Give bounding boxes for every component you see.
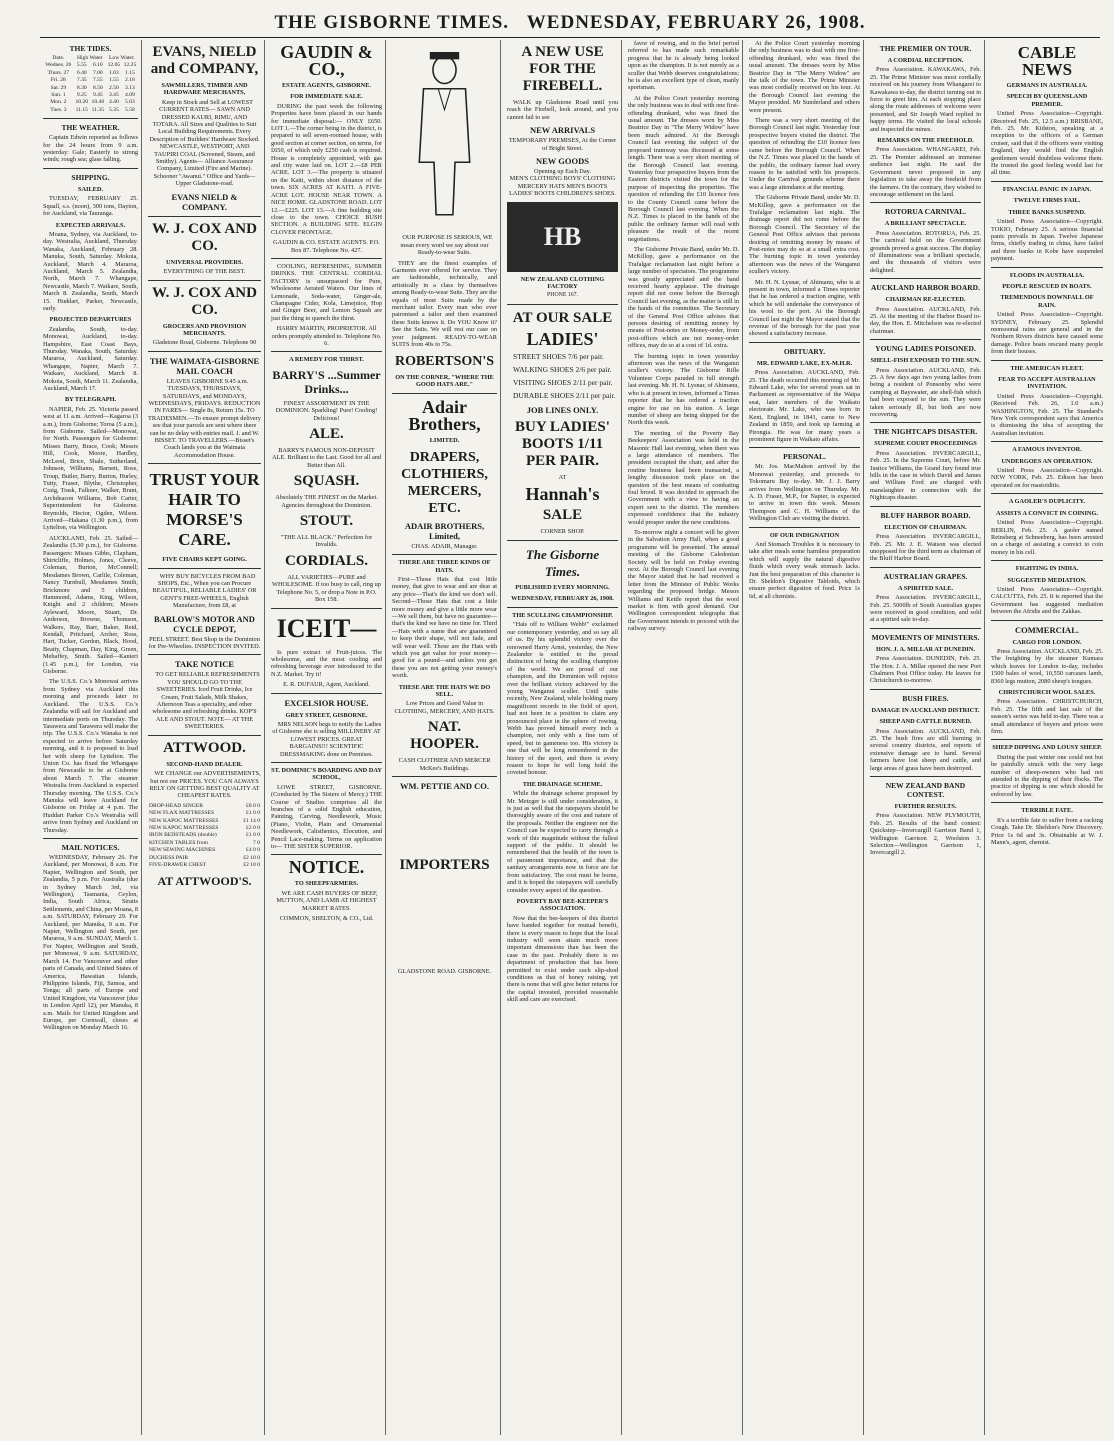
hats-head: THERE ARE THREE KINDS OF HATS.: [398, 559, 491, 574]
new-goods-sub: Opening up Each Day.: [534, 168, 591, 176]
barry-name: BARRY'S ...Summer Drinks...: [272, 367, 381, 396]
indigestion-head: OF OUR INDIGNATION: [769, 531, 840, 539]
morse-sub: FIVE CHAIRS KEPT GOING.: [162, 556, 247, 564]
adair-name-2: ADAIR BROTHERS, Limited,: [404, 520, 485, 541]
tides-cell: 10.20: [75, 99, 89, 106]
price-item: IRON BEDSTEADS (double): [149, 832, 217, 839]
floods-sub: PEOPLE RESCUED IN BOATS.: [1002, 282, 1092, 290]
firebell-text: WALK up Gladstone Road until you reach the Firebell, look around, and you cannot fail to see: [507, 99, 618, 121]
barry-stout: STOUT.: [299, 513, 354, 530]
sailed-heading: SAILED.: [77, 185, 104, 193]
hannah-sale: SALE: [542, 506, 583, 523]
column-7: [746, 40, 864, 1435]
sculling-head: THE SCULLING CHAMPIONSHIP.: [512, 611, 613, 619]
hooper-foot: CASH CLOTHIER AND MERCER McKee's Buildings.: [398, 757, 491, 772]
attwood-price-list: [148, 803, 261, 870]
hannah-foot: CORNER SHOP.: [540, 527, 585, 535]
shoes-list: [507, 352, 618, 401]
firebell-name: NEW ARRIVALS: [529, 125, 596, 136]
japan-text: United Press Association—Copyright. TOKIO, February 25. A serious financial panic prevails in Japan. Twelve Japanese firms, chiefly trading in china, have failed and three banks in Kobe have suspended payment.: [991, 218, 1103, 263]
japan-sub: TWELVE FIRMS FAIL.: [1013, 197, 1081, 205]
bicycle-text: WHY BUY BICYCLES FROM BAD SHOPS, Etc., When you can Procure BEAUTIFUL, RELIABLE LADIES' OR GENT'S FREE-WHEELS, English Manufacture, from £8, at: [152, 572, 257, 610]
price-row: [148, 803, 261, 810]
grapes-head: AUSTRALIAN GRAPES.: [883, 571, 968, 581]
tides-cell: Sat. 29: [50, 84, 67, 91]
bushfires-text: Press Association. AUCKLAND, Feb. 25. The bush fires are still burning in several country districts, and reports of extensive damage are to hand. Several farmers have lost sheep and cattle, and large areas of grass have been destroyed.: [870, 727, 981, 772]
tides-row: [43, 62, 138, 69]
bluff-sub: ELECTION OF CHAIRMAN.: [884, 523, 967, 531]
premier-sub: A CORDIAL RECEPTION.: [887, 57, 964, 64]
commercial-head: COMMERCIAL.: [1015, 624, 1079, 635]
man-in-suit-illustration: [392, 46, 497, 226]
cox-ad1-text: EVERYTHING OF THE BEST.: [163, 268, 246, 276]
freehold-head: REMARKS ON THE FREEHOLD.: [877, 137, 974, 145]
tides-col-header: Date.: [52, 55, 65, 61]
bushfires-sub: DAMAGE IN AUCKLAND DISTRICT.: [871, 706, 980, 714]
column-3: [268, 40, 386, 1435]
expected-heading: EXPECTED ARRIVALS.: [55, 221, 126, 229]
bluff-head: BLUFF HARBOR BOARD.: [880, 510, 971, 520]
commercial-text: Press Association. AUCKLAND, Feb. 25. The freighting by the steamer Kumara which leaves for London to-day, includes 1500 bales of wool, 10,550 carcases lamb, 8360 legs mutton, 2080 sheep's tongues.: [991, 647, 1103, 685]
telegraph-heading: BY TELEGRAPH.: [64, 396, 117, 404]
india-head: FIGHTING IN INDIA.: [1015, 565, 1079, 573]
rotorua-text: Press Association. ROTORUA, Feb. 25. The carnival held on the Government grounds proved a great success. The display of illuminations was a brilliant spectacle, and the thousands of visitors were delighted.: [870, 229, 981, 274]
band-text: Press Association. NEW PLYMOUTH, Feb. 25. Results of the band contest: Quickstep—Invercargill Garrison Band 1, Wellington Garrison 2, Woolston 3. Selection—Wellington Garrison 1, Invercargill 2.: [870, 812, 981, 857]
paper-sub: PUBLISHED EVERY MORNING.: [515, 584, 610, 592]
price-row: [148, 862, 261, 869]
column-4: [389, 40, 501, 1435]
tides-cell: 5.35: [108, 106, 119, 113]
beekeeper-head: POVERTY BAY BEE-KEEPER'S ASSOCIATION.: [516, 897, 609, 913]
hb-logo-sub: NEW ZEALAND CLOTHING FACTORY: [520, 275, 605, 291]
price-value: £4 0 0: [246, 847, 260, 854]
cox-ad2-sub: GROCERS AND PROVISION MERCHANTS.: [162, 322, 247, 337]
personal-head: PERSONAL.: [783, 452, 826, 462]
tides-cell: 1.55: [108, 77, 119, 84]
cordial-factory-foot: HARRY MARTIN, PROPRIETOR. All orders promptly attended to. Telephone No. 6.: [271, 325, 382, 347]
shipping-heading: SHIPPING.: [71, 172, 110, 182]
price-item: FIVE-DRAWER CHEST: [149, 861, 207, 868]
excelsior-text: MRS NELSON begs to notify the Ladies of Gisborne she is selling MILLINERY AT LOWEST PRICES. GREAT BARGAINS!!! SCIENTIFIC DRESSMAKING done on Premises.: [272, 720, 382, 758]
price-value: £1 14 0: [243, 817, 260, 824]
column-8: [867, 40, 985, 1435]
indigestion-text: And Stomach Troubles it is necessary to take after meals some harmless preparation which will supply the natural digestive fluids which every weak stomach lacks. Just the best preparation of this character is Dr. Sheldon's Digestive Tabloids, which ensure perfect digestion of food. Price 1s 6d, at all chemists.: [749, 540, 860, 600]
local-text-4: Mr. H. N. Lysnar, of Ahimanu, who is at present in town, informed a Times reporter that he has ordered a traction engine, with which he will undertake the conveyance of his wool to the port. At the Borough Council last night the Mayor stated that the revenue of the borough for the past year showed a satisfactory increase.: [749, 278, 860, 338]
local-text-3: The Gisborne Private Band, under Mr. D. McKillop, gave a performance on the Trafalgar reclamation last night. The drainage report did not come before the Borough Council. The Secretary of the General Post Office advises that persons desiring of remitting money by means of Post-notes may do so at a small extra cost. The burning topic in town yesterday afternoon was the news of the Wanganui sculler's victory.: [749, 194, 860, 276]
barry-squash-text: Absolutely THE FINEST on the Market. Agencies throughout the Dominion.: [275, 494, 378, 509]
attwood-foot: AT ATTWOOD'S.: [157, 874, 252, 889]
poisoned-text: Press Association. AUCKLAND, Feb. 25. A few days ago two young ladies from being a resident of Ponsonby who were camping at Bayswater, ate shell-fish which had been exposed to the sun. They were taken seriously ill, but both are now recovering.: [870, 366, 981, 419]
barlow-name: BARLOW'S MOTOR AND CYCLE DEPOT,: [154, 613, 255, 634]
column-5: [504, 40, 622, 1435]
floods-sub-2: TREMENDOUS DOWNFALL OF RAIN.: [1000, 294, 1094, 309]
masthead: [40, 12, 1100, 38]
commercial-sub: CARGO FOR LONDON.: [1012, 638, 1082, 646]
tides-row: [43, 99, 138, 106]
projected-text: Zealandia, South, to-day. Monowai, Auckland, to-day. Hampshire, East Coast Bays, Thursday. Wanaka, South, Saturday. Mararoa, Auckland, Saturday. Whangape, Napier, March 7. Waikare, Auckland, March 8. Mokoia, South, March 11. Zealandia, Auckland, March 17.: [43, 325, 138, 393]
auckland-text: AUCKLAND, Feb. 25. Sailed—Zealandia (5.30 p.m.), for Gisborne. Passengers: Misses Gibbs, Clapham, Shirtcliffe, Holmes, Jones, Cleeve, Coleman, Burton, McConnell; Mesdames Brown, Carlile, Coleman, Nancy Turnbull, Mesdames Smith, Brickmore and 5 children, Hammond, Adams, King, Wilson, Knight and 2 children; Messrs Ayleward, Moore, Stuart, Dr. Anderson, Browne, Thomson, Walkers, Ray, Barr, Baker, Reid, Kendall, Pritchard, Archer, Ross, Hart, Tucker, Gordon, Black, Hood, Beatty, Chapman, Day, King, Green, Mehaffey, Smith. Sailed—Kanieri (1.45 p.m.), for London, via Gisborne.: [43, 534, 138, 676]
evans-nield-foot: EVANS NIELD & COMPANY.: [171, 191, 238, 212]
hooper-name: NAT. HOOPER.: [410, 719, 479, 753]
telegraph-text: NAPIER, Feb. 25. Victoria passed west at 11 a.m. Arrived—Kagaroa (3 a.m.), from Gisborne; Toroa (5 a.m.), from Gisborne. Sailed—Monowai, for North. Passengers for Gisborne: Misses Barry, Brace, Cook; Messrs Hill, Cook, Moore, Hardley, McLeod, Brice, Shale, Sutherland, Johnson, Williams, Barnett, Rose, Troup, Butler, Barry, Burton, Hurley, Tutty, Fraser, Blythe, Christopher, Craig, Trask, Falkner, Walker, Brant, Archdeacon Williams, Bob Carter, Superintendent for Gisborne. Reynolds, Hector, Ogden, Wilson. Arrived—Hakana (1.30 p.m.), from Lyttelton, via Wellington.: [43, 405, 138, 532]
tides-row: [43, 70, 138, 77]
shoes-item: WALKING SHOES 2/6 per pair.: [513, 365, 612, 375]
inventor-head: A FAMOUS INVENTOR.: [1012, 446, 1082, 454]
price-value: £2 10 0: [243, 861, 260, 868]
mail-heading: MAIL NOTICES.: [61, 843, 120, 852]
notice-foot: COMMON, SHELTON, & CO., Ltd.: [279, 915, 374, 923]
tides-cell: 7.35: [76, 77, 87, 84]
tides-row: [43, 77, 138, 84]
tides-cell: Wednes. 26: [45, 62, 72, 69]
ladies-boots: BUY LADIES' BOOTS 1/11 PER PAIR.: [515, 419, 610, 470]
obituary-text: Press Association. AUCKLAND, Feb. 25. The death occurred this morning of Mr. Edward Lake, who for several years sat in Parliament as representative of the Waipa seat, later members of the Waikato electorate. Mr. Lake, who was born in Kent, England, in 1841, came to New Zealand in 1859, and took up farming at Pirongia. He was for many years a prominent figure in Waikato affairs.: [749, 369, 860, 443]
price-row: [148, 818, 261, 825]
iceit-text: Is pure extract of Fruit-juices. The wholesome, and the most cooling and refreshing beverage ever introduced to the N.Z. Market. Try it!: [271, 648, 382, 678]
tides-cell: 5.55: [76, 62, 87, 69]
st-dominic-text: LOWE STREET, GISBORNE. (Conducted by The Sisters of Mercy.) THE Course of Studies comprises all the branches of a solid English education, Painting, Carving, Needlework, Music (Piano, Violin, Plain and Ornamental Needlework, Calisthenics, Elocution, and Pencil Lace-making. Terms on application to— THE SISTER SUPERIOR.: [271, 783, 382, 851]
tides-cell: 5.58: [125, 106, 135, 113]
barry-head: A REMEDY FOR THIRST.: [289, 356, 364, 364]
iceit-foot: E. R. DUFAUR, Agent, Auckland.: [283, 681, 370, 689]
tides-cell: 5.03: [125, 99, 135, 106]
price-row: [148, 855, 261, 862]
gaudin-sub: ESTATE AGENTS, GISBORNE.: [281, 82, 371, 89]
price-value: 7 0: [253, 839, 260, 846]
tides-cell: 4.09: [125, 92, 135, 99]
inventor-sub: UNDERGOES AN OPERATION.: [1001, 457, 1093, 465]
tides-cell: 11.35: [91, 106, 105, 113]
gaudin-head: FOR IMMEDIATE SALE.: [290, 93, 363, 101]
price-item: DROP-HEAD SINGER: [149, 802, 203, 809]
wool-head: CHRISTCHURCH WOOL SALES.: [998, 689, 1096, 696]
attwood-text: WE CHANGE our ADVERTISEMENTS, but not our PRICES. YOU CAN ALWAYS RELY ON GETTING BEST QUALITY AT CHEAPEST RATES.: [149, 770, 261, 800]
tides-cell: 3.45: [108, 92, 119, 99]
paper-title: The Gisborne Times.: [525, 547, 600, 580]
tides-col-header: Low Water.: [109, 55, 135, 61]
newspaper-title: THE GISBORNE TIMES.: [274, 12, 510, 33]
inventor-text: United Press Association—Copyright. NEW YORK, Feb. 25. Edison has been operated on for mastoiditis.: [991, 467, 1103, 489]
germans-sub: SPEECH BY QUEENSLAND PREMIER.: [1006, 93, 1088, 108]
germans-text: United Press Association—Copyright. (Received Feb. 25, 12.5 a.m.) BRISBANE, Feb. 25. Mr. Kidston, speaking at a reception to the officers of a German cruiser, said that if the officers were visiting England, they would find the English gentlemen would doubtless welcome them. He trusted the good feeling would last for all time.: [991, 110, 1103, 177]
excelsior-sub: GREY STREET, GISBORNE.: [285, 711, 368, 719]
gaoler-text: United Press Association—Copyright. BERLIN, Feb. 25. A gaoler named Reinsberg at Schneeberg, has been arrested on a charge of assisting a convict to coin money in his cell.: [991, 519, 1103, 556]
attwood-name: ATTWOOD.: [163, 739, 246, 756]
barry-cordials-text: ALL VARIETIES—PURE and WHOLESOME. If too busy to call, ring up Telephone No. 5, or drop a Note in P.O. Box 158.: [272, 573, 381, 604]
price-value: £1 0 0: [246, 810, 260, 817]
tides-cell: 9.25: [76, 92, 87, 99]
article-text-2: At the Police Court yesterday morning the only business was to deal with one first-offending drunkard, who was fined the usual amount. The dresses worn by Miss Beatrice Day in "The Merry Widow" have been much admired. At the Borough Council last evening the subject of the proposed tramway was discussed at some length. There was a very short meeting of the Borough Council last evening. Yesterday four prospective buyers from the Eastern districts visited the town for the purpose of inspecting the properties. The question of refunding the £10 licence fees to the County Council came before the Borough Council last evening. When the N.Z. Times is placed in the hands of the public the ordinary farmer will read with pleasure the result of the recent negotiations.: [628, 94, 739, 243]
iceit-name: ICEIT—: [276, 613, 377, 643]
grapes-text: Press Association. INVERCARGILL, Feb. 25. 5000lb of South Australian grapes were received in good condition, and sold at a spirited sale to-day.: [870, 594, 981, 624]
paper-date: WEDNESDAY, FEBRUARY 26, 1908.: [511, 595, 614, 603]
mail-text: WEDNESDAY, February 26. For Auckland, per Monowai, 8 a.m. For Napier, Wellington and South, per Zealandia, 5 p.m. For Australia (due in Sydney March 3rd, via Wellington), Tasmania, Ceylon, India, South Africa, Straits Settlements, and China, per Moana, 8 a.m. SATURDAY, February 29. For Auckland, per Manuka, 9 a.m. For Napier, Wellington and South, per Mararoa, 9 a.m. SUNDAY, March 1. For Napier, Wellington and South, per Monowai, 9 a.m. SATURDAY, March 14. For Vancouver and other parts of Canada, and United States of America, Hawaiian Islands, Philippine Islands, Fiji, Samoa, and Tonga; all parts of Europe and United Kingdom, via Vancouver (due in London April 12), per Manuka, 8 a.m. Mails for United Kingdom and Europe, per Cornwall, closes at Wellington on Monday March 16.: [43, 854, 138, 1032]
column-9: [988, 40, 1106, 1435]
morse-ad: TRUST YOUR HAIR TO MORSE'S CARE.: [149, 470, 260, 550]
tides-cell: 3.13: [125, 84, 135, 91]
hats-sub: Low Prices and Good Value in CLOTHING, MERCERY, AND HATS.: [394, 700, 495, 715]
price-item: NEW SEWING MACHINES: [149, 847, 216, 854]
ladies-head: LADIES': [526, 329, 599, 350]
ministers-text: Press Association. DUNEDIN, Feb. 25. The Hon. J. A. Millar opened the new Port Chalmers Post Office today. He leaves for Christchurch to-morrow.: [870, 655, 981, 685]
price-item: NEW FLAX MATTRESSES: [149, 810, 215, 817]
freehold-text: Press Association. WHANGAREI, Feb. 25. The Premier addressed an immense audience last night. He said the Government never proposed in any legislation to take away the freehold from the farmers. On the contrary, they wished to encourage settlement on the land.: [870, 146, 981, 198]
tides-row: [43, 85, 138, 92]
shoes-item: DURABLE SHOES 2/11 per pair.: [513, 391, 616, 401]
fate-head: TERRIBLE FATE.: [1021, 807, 1073, 815]
article-text-3: The Gisborne Private Band, under Mr. D. McKillop, gave a performance on the Trafalgar reclamation last night before a large number of spectators. The programme was greatly appreciated and the band received hearty applause. The drainage report did not come before the Borough Council last evening, as the matter is still in the hands of the committee. The Secretary of the General Post Office advises that persons desiring of remitting money by means of Post-notes or Money-order, from post-offices which are not money-order offices, may do so at a cost of 1d. extra.: [628, 245, 739, 350]
floods-text: United Press Association—Copyright. SYDNEY, February 25. Splendid monsoonal rains are general and in the Northern Rivers districts have caused some damage. Police boats rescued many people from their houses.: [991, 311, 1103, 356]
robertson-body: THEY are the finest examples of Garments ever offered for service. They are fashionable, technically, and artistically in a class by themselves among Ready-to-wear Suits. They are the equals of most Suits made by the merchant tailor. Every man who ever patronised a tailor and then examined these Suits knows it. Do YOU Know it? See the Suits. We will rest our case on your judgment. READY-TO-WEAR SUITS from 40s to 75s.: [392, 259, 497, 349]
robertson-name: ROBERTSON'S: [394, 353, 495, 369]
gaoler-head: A GAOLER'S DUPLICITY.: [1008, 498, 1086, 506]
tides-cell: 1.15: [125, 69, 135, 76]
job-lines: JOB LINES ONLY.: [526, 405, 599, 416]
tides-cell: 9.45: [92, 92, 103, 99]
tides-cell: 6.40: [76, 69, 87, 76]
tides-col-header: High Water: [76, 55, 103, 61]
hats-big: THESE ARE THE HATS WE DO SELL.: [398, 683, 491, 699]
bushfires-head: BUSH FIRES.: [902, 693, 949, 703]
barry-stout-text: "THE ALL BLACK." Perfection for Invalids.: [280, 534, 373, 549]
price-row: [148, 832, 261, 839]
weather-heading: THE WEATHER.: [61, 123, 120, 133]
harbor-head: AUCKLAND HARBOR BOARD.: [871, 283, 980, 293]
premier-head: THE PREMIER ON TOUR.: [879, 44, 972, 53]
price-value: £2 0 0: [246, 824, 260, 831]
harbor-sub: CHAIRMAN RE-ELECTED.: [885, 296, 966, 304]
floods-head: FLOODS IN AUSTRALIA.: [1009, 271, 1085, 279]
rotorua-head: ROTORUA CARNIVAL.: [885, 207, 966, 217]
local-text-1: At the Police Court yesterday morning the only business was to deal with one first-offending drunkard, who was fined the usual amount. The dresses worn by Miss Beatrice Day in "The Merry Widow" are the talk of the town. The Prime Minister was most cordially received on his tour. At the Borough Council last evening the Mayor presided. Mr Sunderland and others were present.: [749, 40, 860, 114]
column-1: [40, 40, 142, 1435]
obituary-sub: MR. EDWARD LAKE, EX-M.H.R.: [756, 359, 853, 367]
beekeeper-text: Now that the bee-keepers of this district have banded together for mutual benefit, there is every reason to hope that the local industry will soon attain much more important dimensions than has been the case in the past. Probably there is no department of production that has been permitted to exist under such slip-shod conditions as that of honey raising, yet there is none that will give better returns for the capital invested, provided reasonable skill and care are exercised.: [507, 914, 618, 1004]
tides-cell: Sun. 1: [51, 92, 66, 99]
tides-cell: Fri. 28: [50, 77, 66, 84]
importers-text: IMPORTERS: [399, 857, 490, 874]
evans-nield-sub: SAWMILLERS, TIMBER AND HARDWARE MERCHANTS,: [161, 82, 248, 97]
local-text-2: There was a very short meeting of the Borough Council last night. Yesterday four prospective buyers visited the district. The question of refunding the £10 licence fees came before the Borough Council. When the N.Z. Times was placed in the hands of the public, the ordinary farmer had every reason to be satisfied with his prospects. Under the Carnival grounds scheme there was a large attendance at the meeting.: [749, 117, 860, 191]
phone-number: PHONE 167.: [547, 292, 578, 299]
new-goods-head: NEW GOODS: [536, 156, 589, 167]
gaudin-text: DURING the past week the following Properties have been placed in our hands for immediate disposal:— ONLY £650. LOT 1.—The corner being in the district, is prepared to sell seven-roomed house, with good section at corner section, on terms, for £650, of which only £250 cash is required. House is completely appointed, with gas and city water laid on. LOT 2.—£8 PER ACRE. LOT 3.—The property is situated on the Kaiti, within short distance of the town. SIX ACRES AT KAITI. A FIVE-ACRE LOT. HOUSE NEAR TOWN. A NICE HOME. GLADSTONE ROAD. LOT 12.—£225. LOT 13.—A fine building site close to the town. CHOICE BUSH SECTION. A BUILDING SITE. ELGIN CLOVER FRONTAGE.: [271, 102, 382, 236]
hannah-name: Hannah's: [525, 483, 600, 504]
tides-cell: 10.40: [91, 99, 105, 106]
projected-heading: PROJECTED DEPARTURES: [49, 316, 132, 324]
adair-sub: LIMITED.: [429, 437, 460, 445]
coach-name: THE WAIMATA-GISBORNE MAIL COACH: [149, 355, 260, 376]
tides-cell: 7.00: [92, 69, 103, 76]
tides-cell: 2.50: [108, 84, 119, 91]
tides-heading: THE TIDES.: [69, 44, 112, 53]
nightcaps-sub: SUPREME COURT PROCEEDINGS: [874, 440, 977, 448]
take-notice-text: TO GET RELIABLE REFRESHMENTS YOU SHOULD GO TO THE SWEETERIES. Iced Fruit Drinks, Ice Cream, Fruit Salads, Milk Shakes, Afternoon Teas a speciality, and other wholesome and refreshing drinks. KOP'S ALE AND STOUT. NOTE— AT THE SWEETERIES.: [152, 671, 260, 731]
article-text-5: The meeting of the Poverty Bay Beekeepers' Association was held in the Masonic Hall last evening, when there was a large attendance of members. The president occupied the chair, and after the routine business had been transacted, a lengthy discussion took place on the question of the best means of combating foul brood. It was decided to approach the Government with a view to having an expert sent to the district. The members expressed confidence that the industry would prosper under the new conditions.: [628, 429, 739, 526]
sheep-text: During the past winter one could not but be painfully struck with the very large number of sheep-owners who had not attended to the dipping of their flocks. The practice of dipping is one which should be enforced by law.: [991, 753, 1103, 798]
cable-news-head: CABLE NEWS: [1017, 43, 1077, 79]
ministers-sub: HON. J. A. MILLAR AT DUNEDIN.: [876, 645, 975, 653]
shoes-item: STREET SHOES 7/6 per pair.: [513, 352, 604, 362]
tides-cell: 4.40: [108, 99, 119, 106]
hb-logo: HB: [507, 202, 618, 272]
fleet-sub: FEAR TO ACCEPT AUSTRALIAN INVITATION.: [998, 376, 1096, 391]
tides-cell: 8.50: [92, 84, 103, 91]
harbor-text: Press Association. AUCKLAND, Feb. 25. At the meeting of the Harbor Board to-day, the Hon. E. Mitchelson was re-elected chairman.: [870, 305, 981, 335]
cox-ad1-name: W. J. COX AND CO.: [152, 220, 257, 254]
article-text-4: The burning topic in town yesterday afternoon was the news of the Wanganui sculler's victory. The Gisborne Rifle Volunteer Corps paraded in full strength last evening. Mr. H. N. Lysnar, of Ahimanu, who is at present in town, informed a Times reporter that he has ordered a traction engine for use on his station. A large number of sheep are being shipped for the North this week.: [628, 352, 739, 427]
price-item: NEW KAPOC MATTRESSES: [149, 817, 219, 824]
cordial-factory-text: COOLING, REFRESHING, SUMMER DRINKS. THE CENTRAL CORDIAL FACTORY is unsurpassed for Pure, Wholesome Aerated Waters. Our lines of Lemonade, Soda-water, Ginger-ale, Champagne Cider, Kola, Limejuice, Hop and Ginger Beer, and Lemon Squash are just the thing to quench the thirst.: [271, 262, 382, 322]
adair-name: Adair Brothers,: [408, 397, 481, 435]
tides-row: [43, 92, 138, 99]
tides-cell: 8.30: [76, 84, 87, 91]
fleet-text: United Press Association—Copyright. (Received Feb. 26, 1.0 a.m.) WASHINGTON, Feb. 25. The Standard's New York correspondent says that America is dismissing the idea of accepting the Australian invitation.: [991, 392, 1103, 437]
robertson-intro: OUR PURPOSE IS SERIOUS, WE mean every word we say about our Ready-to-wear Suits.: [400, 234, 493, 257]
wool-text: Press Association. CHRISTCHURCH, Feb. 25. The fifth and last sale of the season's series was held to-day. There was a small attendance of buyers and prices were firm.: [991, 698, 1103, 736]
hats-text: First—Those Hats that cost little money, that give to wear and are dear at any price—That's the kind we don't sell. Second—Those Hats that cost a little more money and give a little more wear—We sell them, but have no guarantee—that's the kind we have no time for. Third—Hats with a name that are guaranteed to keep their shape, will not fade, and will wear well. Those are the Hats with which you get value for your money—good for a pound—and unless you get these you are not getting your money's worth.: [392, 575, 497, 680]
drainage-text: While the drainage scheme proposed by Mr. Metzger is still under consideration, it is just as well that the ratepayers should be thoroughly aware of the cost and nature of the proposals. Neither the engineer nor the Council can be expected to carry through a work of this magnitude without the fullest support of the public. It should be remembered that the health of the town is of paramount importance, and that the sanitary arrangements now in force are far from satisfactory. The cost must be borne, and it is hoped the ratepayers will carefully consider every aspect of the question.: [507, 790, 618, 894]
price-value: £8 0 0: [246, 802, 260, 809]
barry-text: FINEST ASSORTMENT IN THE DOMINION. Sparkling! Pure! Cooling! Delicious!: [275, 399, 378, 422]
tides-cell: 11.15: [75, 106, 88, 113]
tides-cell: 1.03: [108, 69, 119, 76]
price-row: [148, 840, 261, 847]
firebell-sub: TEMPORARY PREMISES, At the Corner of Bright Street.: [508, 137, 617, 152]
tides-table: [43, 55, 138, 114]
sheep-head: SHEEP DIPPING AND LOUSY SHEEP.: [992, 744, 1102, 752]
hannah-at: AT: [558, 474, 567, 482]
tides-cell: 6.10: [92, 62, 103, 69]
gaudin-name: GAUDIN & CO.,: [280, 42, 373, 79]
poisoned-sub: SHELL-FISH EXPOSED TO THE SUN.: [870, 357, 981, 365]
barlow-foot: PEEL STREET. Best Shop in the Dominion for Pre-Wheelies. INSPECTION INVITED.: [148, 635, 261, 651]
weather-report: Captain Edwin reported as follows for the 24 hours from 9 a.m. yesterday: Gale; Easterly to strong winds; rough sea; glass falling.: [43, 134, 138, 164]
sale-head: AT OUR SALE: [512, 310, 613, 327]
shoes-item: VISITING SHOES 2/11 per pair.: [513, 378, 613, 388]
india-sub: SUGGESTED MEDIATION.: [1007, 576, 1087, 584]
barry-ale-text: BARRY'S FAMOUS NON-DEPOSIT ALE. Brilliant to the Last. Good for all and Better than All.: [271, 447, 382, 469]
fleet-head: THE AMERICAN FLEET.: [1010, 364, 1084, 372]
japan-head: FINANCIAL PANIC IN JAPAN.: [1002, 185, 1092, 193]
price-item: NEW KAPOC MATTRESSES: [149, 824, 219, 831]
tides-cell: Mon. 2: [50, 99, 67, 106]
gaoler-sub: ASSISTS A CONVICT IN COINING.: [996, 509, 1098, 517]
adair-foot: CHAS. ADAIR, Manager.: [411, 542, 478, 550]
price-row: [148, 847, 261, 854]
tides-cell: Tues. 3: [50, 106, 67, 113]
issue-date: WEDNESDAY, FEBRUARY 26, 1908.: [526, 12, 866, 33]
drainage-head: THE DRAINAGE SCHEME.: [522, 780, 603, 788]
band-head: NEW ZEALAND BAND CONTEST.: [885, 781, 966, 800]
sculling-text: "Hats off to William Webb!" exclaimed our contemporary yesterday, and so say all of us. By his splendid victory over the renowned Harry Arnst, yesterday, the New Zealander is entitled to the proud distinction of being the sculling champion of the world. We are proud of our champion, and the Dominion will rejoice over the brilliant victory achieved by the young Wanganui sculler. Until quite recently, New Zealand, while holding many magnificent records in the field of sport, had not been in a position to claim any pronounced place in the sphere of rowing. Webb has proved himself every inch a champion, not only with a fine turn of speed, but in gameness too. His victory is one that will be long remembered in the history of the sport, and there is every reason to hope he will long hold the coveted honour.: [507, 621, 618, 777]
excelsior-name: EXCELSIOR HOUSE.: [284, 697, 369, 708]
bluff-text: Press Association. INVERCARGILL, Feb. 25. Mr. J. E. Watson was elected unopposed for the third term as chairman of the Bluff Harbor Board.: [870, 533, 981, 563]
grapes-sub: A SPIRITED SALE.: [897, 584, 954, 592]
premier-text: Press Association. KAWAKAWA, Feb. 25. The Prime Minister was most cordially received on his journey from Whangarei to Kawakawa to-day, the district turning out in force to greet him. At each stopping place along the route addresses of welcome were presented, and Sir Joseph Ward replied in happy terms. He visited the local schools and inspected the mines.: [870, 66, 981, 133]
rotorua-sub: A BRILLIANT SPECTACLE.: [884, 220, 967, 228]
notice-sub: TO SHEEPFARMERS.: [294, 880, 359, 888]
cox-ad1-sub: UNIVERSAL PROVIDERS.: [166, 258, 243, 266]
price-row: [148, 810, 261, 817]
barry-squash: SQUASH.: [293, 473, 360, 490]
column-2: [145, 40, 265, 1435]
fate-text: It's a terrible fate to suffer from a racking Cough. Take Dr. Sheldon's New Discovery. Price 1s 6d and 3s. Obtainable at W. J. Mann's, agent, chemist.: [991, 816, 1103, 846]
tides-cell: 7.55: [92, 77, 103, 84]
tides-cell: Thurs. 27: [47, 69, 70, 76]
tides-row: [43, 107, 138, 114]
robertson-sub: ON THE CORNER, "WHERE THE GOOD HATS ARE.": [395, 373, 494, 388]
new-goods-list: MEN'S CLOTHING BOYS' CLOTHING MERCERY HATS MEN'S BOOTS LADIES' BOOTS CHILDREN'S SHOES.: [509, 175, 616, 198]
cox-ad2-text: Gladstone Road, Gisborne. Telephone 90: [152, 339, 257, 347]
pettie-name: WM. PETTIE AND CO.: [399, 781, 490, 792]
notice-name: NOTICE.: [288, 857, 365, 878]
evans-nield-text: Keep in Stock and Sell at LOWEST CURRENT RATES— SAWN AND DRESSED KAURI, RIMU, AND TOTARA. All Sizes and Qualities to Suit Local Building Requirements. Every Description of Builders' Hardware Stocked. NEWCASTLE, WESTPORT, AND TAUPIRI COAL (Screened, Steam, and Smithy). Agents— Alliance Assurance Company, Limited (Fire and Marine). Schooner "Awanui." Office and Yards— Upper Gladstone-road.: [149, 98, 260, 188]
barry-cordials: CORDIALS.: [285, 552, 368, 569]
tides-cell: 2.18: [125, 77, 135, 84]
price-value: £2 10 0: [243, 854, 260, 861]
price-item: KITCHEN TABLES from: [149, 839, 208, 846]
obituary-head: OBITUARY.: [783, 346, 826, 356]
personal-text: Mr. Jos. MacMahon arrived by the Monowai yesterday, and proceeds to Tokomaru Bay to-day. Mr. J. J. Barry arrives from Wellington on Thursday. Mr. A. D. Fraser, M.P., for Napier, is expected to arrive in town this week. Messrs Thompson and C. H. Williams of the Wellington Club are visiting the district.: [749, 463, 860, 523]
gaudin-foot: GAUDIN & CO. ESTATE AGENTS. P.O. Box 87. Telephone No. 427.: [273, 239, 380, 254]
price-item: DUCHESS PAIR: [149, 854, 189, 861]
article-text-1: favor of rowing, and in the brief period referred to has made such remarkable progress that he is already being looked upon as the champion. It is not merely as a sculler that Webb deserves congratulations; he is also an excellent type of clean, manly sportsman.: [628, 40, 739, 92]
cox-ad2-name: W. J. COX AND CO.: [152, 284, 257, 318]
nightcaps-text: Press Association. INVERCARGILL, Feb. 25. In the Supreme Court, before Mr. Justice Williams, the Grand Jury found true bills in the case in which David and James and William Ford are charged with manslaughter in connection with the Nightcaps disaster.: [870, 449, 981, 502]
tides-cell: 12.05: [107, 62, 121, 69]
poisoned-head: YOUNG LADIES POISONED.: [875, 344, 976, 354]
evans-nield-name: EVANS, NIELD and COMPANY,: [150, 44, 259, 77]
take-notice-head: TAKE NOTICE: [174, 659, 235, 670]
notice-text: WE ARE CASH BUYERS OF BEEF, MUTTON, AND LAMB AT HIGHEST MARKET RATES.: [276, 889, 378, 912]
band-sub: FURTHER RESULTS.: [894, 803, 957, 811]
attwood-sub: SECOND-HAND DEALER.: [166, 760, 243, 768]
st-dominic-name: ST. DOMINIC'S BOARDING AND DAY SCHOOL,: [271, 766, 382, 782]
nightcaps-head: THE NIGHTCAPS DISASTER.: [873, 427, 978, 437]
sailed-text: TUESDAY, FEBRUARY 25. Squall, s.s. (noon), 300 tons, Dayton, for Auckland, via Tauranga.: [43, 195, 138, 218]
pettie-foot: GLADSTONE ROAD. GISBORNE.: [397, 968, 492, 976]
adair-text: DRAPERS, CLOTHIERS, MERCERS, ETC.: [401, 449, 488, 516]
barry-ale: ALE.: [309, 426, 344, 443]
article-text-6: To-morrow night a concert will be given in the Salvation Army Hall, when a good programme will be presented. The annual meeting of the Gisborne Caledonian Society will be held on Friday evening next. At the Borough Council last evening the Mayor stated that he had received a letter from the Minister of Public Works regarding the proposed bridge. Messrs Williams and Kettle report that the wool market is firm with good demand. Our Wellington correspondent telegraphs that the Government intends to proceed with the railway survey.: [628, 529, 739, 633]
column-6: [625, 40, 743, 1435]
ships-text: The U.S.S. Co.'s Monowai arrives from Sydney via Auckland this morning and proceeds later to Auckland. The U.S.S. Co.'s Zealandia will sail for Auckland and intermediate ports on Thursday. The Tarawera and Tarawera will make the trip. The U.S.S. Co.'s Wanaka is not expected to arrive before Saturday morning, and it is proposed to load her with sheep for Lyttelton. The Union Co. has fixed the Whangape from Newcastle to be at Gisborne about March 7. The steamer Westralia from Auckland is expected Thursday morning. The U.S.S. Co.'s Manuka will leave Auckland for Gisborne on Friday at 4 p.m. The Huddart Parker Co.'s Westralia will arrive from Sydney and Auckland on Thursday.: [43, 678, 138, 834]
coach-text: LEAVES GISBORNE 9.45 a.m. TUESDAYS, THURSDAYS, SATURDAYS, and MONDAYS, WEDNESDAYS, FRIDAYS. REDUCTION IN FARES— Single 8s, Return 15s. TO TRADESMEN.—To ensure prompt delivery see that your parcels are sent where there can be no delay with entries mail. J. and W. BISSET. TO TRAVELLERS.—Bisset's Coach lands you at the Waimata Accommodation House.: [148, 377, 261, 459]
expected-text: Moana, Sydney, via Auckland, to-day. Westralia, Auckland, Thursday. Wanaka, Auckland, February 28. Manuka, South, Saturday. Mokoia, Auckland, March 4. Mararoa, Auckland, March 5. Zealandia, North, March 7. Whangape, Newcastle, March 7. Waikare, South, March 8. Zealandia, South, March 15. Huddart, Parker, Newcastle, early.: [43, 230, 138, 312]
ministers-head: MOVEMENTS OF MINISTERS.: [871, 632, 980, 642]
germans-head: GERMANS IN AUSTRALIA.: [1006, 82, 1088, 89]
japan-sub-2: THREE BANKS SUSPEND.: [1008, 208, 1086, 216]
india-text: United Press Association—Copyright. CALCUTTA, Feb. 25. It is reported that the Government has suggested mediation between the Afridis and the Zakkas.: [991, 585, 1103, 616]
price-value: £1 0 0: [246, 832, 260, 839]
bushfires-sub-2: SHEEP AND CATTLE BURNED.: [879, 718, 972, 726]
firebell-head: A NEW USE FOR THE FIREBELL.: [521, 44, 604, 94]
tides-cell: 12.25: [123, 62, 137, 69]
